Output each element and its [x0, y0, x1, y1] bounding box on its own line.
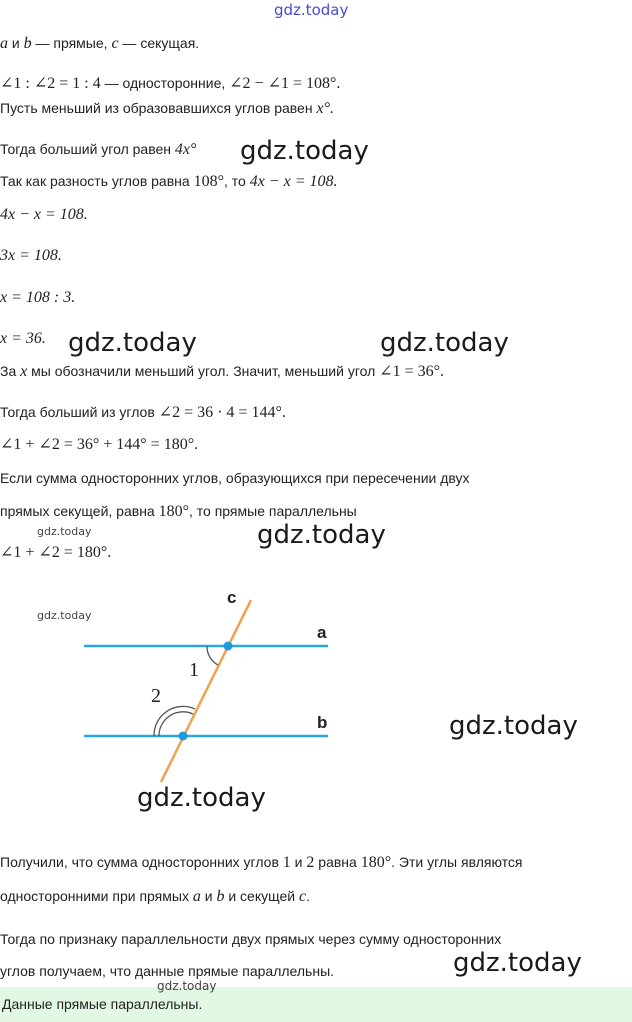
watermark: gdz.today [453, 948, 582, 978]
text-line-11: Тогда больший из углов ∠2 = 36 · 4 = 144°. [0, 404, 286, 421]
label-angle-2: 2 [151, 685, 161, 707]
math-line-7: 3x = 108. [0, 247, 62, 264]
math-line-9: x = 36. [0, 330, 46, 347]
text-line-1: a и b — прямые, c — секущая. [0, 35, 200, 52]
secant-c [161, 600, 251, 782]
text-line-5: Так как разность углов равна 108°, то 4x − x = 108. [0, 173, 338, 190]
text-line-13: Если сумма односторонних углов, образующихся при пересечении двух [0, 470, 470, 486]
text-line-16: Получили, что сумма односторонних углов 1 и 2 равна 180°. Эти углы являются [0, 854, 523, 871]
text-line-14: прямых секущей, равна 180°, то прямые параллельны [0, 503, 357, 520]
text-line-10: За x мы обозначили меньший угол. Значит, меньший угол ∠1 = 36°. [0, 363, 444, 380]
text-line-17: односторонними при прямых a и b и секущей c. [0, 888, 310, 905]
watermark-small: gdz.today [157, 979, 217, 993]
watermark: gdz.today [240, 136, 369, 166]
answer-text: Данные прямые параллельны. [2, 996, 203, 1012]
angle-2-arc-outer [154, 706, 195, 736]
label-angle-1: 1 [189, 659, 199, 681]
answer-box [0, 987, 632, 1022]
watermark: gdz.today [380, 328, 509, 358]
watermark-top: gdz.today [274, 1, 349, 19]
intersection-point-b [179, 732, 188, 741]
intersection-point-a [224, 642, 233, 651]
angle-2-arc-inner [159, 712, 193, 736]
angle-1-arc [207, 646, 218, 665]
watermark-small: gdz.today [37, 609, 92, 622]
label-a: a [317, 623, 327, 642]
label-c: c [227, 588, 237, 607]
watermark: gdz.today [449, 711, 578, 741]
math-line-6: 4x − x = 108. [0, 206, 88, 223]
math-line-15: ∠1 + ∠2 = 180°. [0, 544, 112, 561]
parallel-lines-diagram [0, 580, 632, 820]
label-b: b [317, 713, 328, 732]
watermark: gdz.today [68, 328, 197, 358]
watermark: gdz.today [257, 520, 386, 550]
text-line-3: Пусть меньший из образовавшихся углов равен x°. [0, 100, 334, 117]
watermark: gdz.today [137, 783, 266, 813]
text-line-4: Тогда больший угол равен 4x° [0, 141, 197, 158]
text-line-2: ∠1 : ∠2 = 1 : 4 — односторонние, ∠2 − ∠1 = 108°. [0, 75, 341, 92]
text-line-18: Тогда по признаку параллельности двух прямых через сумму односторонних [0, 931, 502, 947]
text-line-19: углов получаем, что данные прямые параллельны. [0, 963, 335, 979]
math-line-8: x = 108 : 3. [0, 289, 76, 306]
math-line-12: ∠1 + ∠2 = 36° + 144° = 180°. [0, 436, 199, 453]
watermark-small: gdz.today [37, 525, 92, 538]
